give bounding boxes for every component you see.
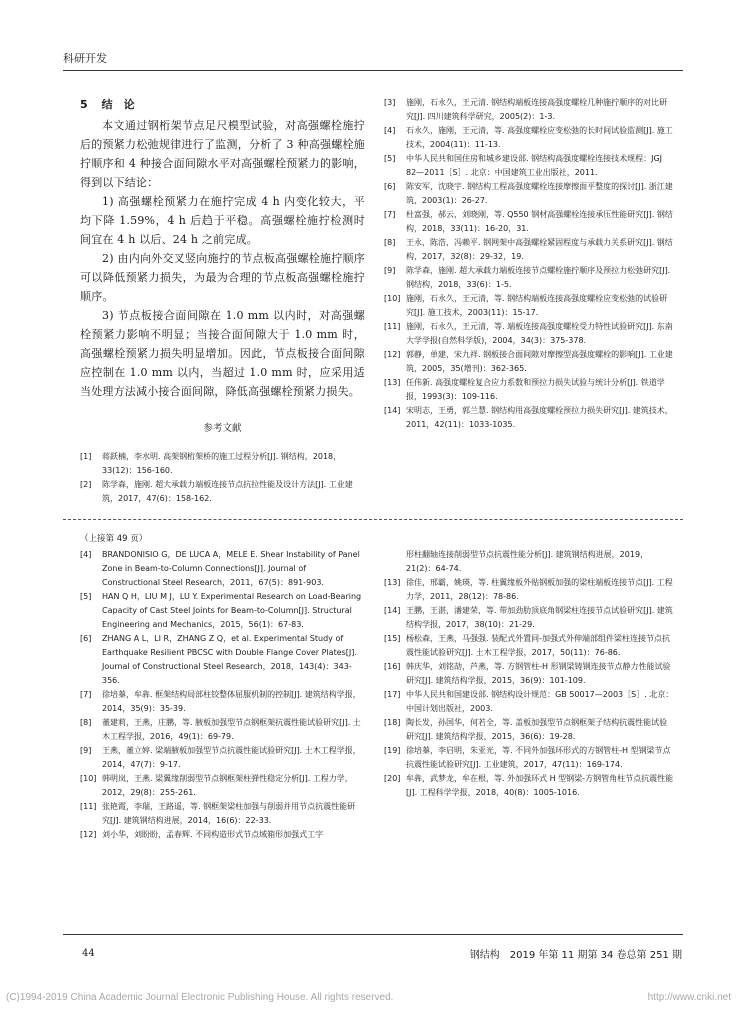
reference-number: [16]: [384, 662, 401, 671]
reference-number: [8]: [384, 238, 396, 247]
references-left: [80, 450, 362, 506]
conclusion-paragraph: 1) 高强螺栓预紧力在施拧完成 4 h 内变化较大，平均下降 1.59%，4 h 后趋于平稳。高强螺栓施拧检测时间宜在 4 h 以后、24 h 之前完成。: [80, 195, 365, 246]
reference-item: [80, 744, 362, 772]
reference-item: [80, 450, 362, 478]
conclusion-body: [80, 116, 365, 401]
reference-number: [11]: [384, 322, 401, 331]
reference-number: [10]: [384, 294, 401, 303]
reference-text: 石永久，施刚，王元清，等. 高强度螺栓应变松弛的长时间试验监测[J]. 施工技术，2004(11)：11-13.: [406, 126, 673, 149]
url-watermark: http://www.cnki.net: [647, 992, 731, 1003]
reference-item: [384, 96, 674, 124]
reference-number: [14]: [384, 606, 401, 615]
reference-item: [384, 376, 674, 404]
reference-text: 徐培蓁，李启明，朱亚光，等. 不同外加强环形式的方钢管柱-H 型钢梁节点抗震性能试验研究[J]. 工业建筑，2017，47(11)：169-174.: [406, 746, 671, 769]
reference-item: [384, 632, 674, 660]
reference-number: [1]: [80, 452, 92, 461]
reference-item: [80, 716, 362, 744]
reference-item: [384, 716, 674, 744]
reference-item: [80, 800, 362, 828]
reference-item: [384, 404, 674, 432]
reference-text: 刘小华，刘盼盼，孟春辉. 不同构造形式节点域箱形加强式工字: [102, 830, 324, 839]
reference-item: [384, 236, 674, 264]
reference-text: HAN Q H，LIU M J，LU Y. Experimental Research on Load-Bearing Capacity of Cast Steel Joints for Beam-to-Column[J]. Structural Engineering and Mechanics，2015，56(1)：67-83.: [102, 592, 362, 629]
reference-number: [20]: [384, 774, 401, 783]
reference-item: [80, 478, 362, 506]
reference-item: [384, 688, 674, 716]
continued-references-right: [384, 548, 674, 800]
reference-number: [18]: [384, 718, 401, 727]
reference-item: [384, 264, 674, 292]
reference-item: [80, 828, 362, 842]
section-tag: 科研开发: [63, 52, 107, 65]
journal-info: 钢结构 2019 年第 11 期第 34 卷总第 251 期: [469, 950, 682, 961]
reference-item: [384, 152, 674, 180]
reference-text: 蒋跃楠，李水明. 高架钢桁架桥的施工过程分析[J]. 钢结构，2018，33(12)：156-160.: [102, 452, 342, 475]
reference-number: [12]: [384, 350, 401, 359]
reference-text: 陈学森，施刚. 超大承载力端板连接节点螺栓施拧顺序及预拉力松弛研究[J]. 钢结构，2018，33(6)：1-5.: [406, 266, 671, 289]
reference-text: BRANDONISIO G，DE LUCA A，MELE E. Shear Instability of Panel Zone in Beam-to-Column Connections[J]. Journal of Constructional Steel Research，2011，67(5)：891-903.: [102, 550, 360, 587]
reference-item: [80, 772, 362, 800]
references-heading: 参考文献: [203, 423, 242, 434]
reference-text: 王鹏，王湛，潘建荣，等. 带加劲肋顶底角钢梁柱连接节点试验研究[J]. 建筑结构学报，2017，38(10)：21-29.: [406, 606, 673, 629]
reference-number: [4]: [384, 126, 396, 135]
reference-text: ZHANG A L，LI R，ZHANG Z Q，et al. Experimental Study of Earthquake Resilient PBCSC with Double Flange Cover Plates[J]. Journal of Constructional Steel Research，2018，143(4)：343-356.: [102, 634, 357, 685]
reference-number: [7]: [384, 210, 396, 219]
reference-text: 郭静，单建，宋九祥. 钢板接合面间隙对摩擦型高强度螺栓的影响[J]. 工业建筑，2005，35(增刊)：362-365.: [406, 350, 673, 373]
header-rule: [63, 70, 683, 71]
conclusion-paragraph: 2) 由内向外交叉竖向施拧的节点板高强螺栓施拧顺序可以降低预紧力损失，为最为合理的节点板高强螺栓施拧顺序。: [80, 252, 365, 303]
reference-number: [9]: [384, 266, 396, 275]
reference-number: [15]: [384, 634, 401, 643]
reference-number: [19]: [384, 746, 401, 755]
reference-number: [13]: [384, 378, 401, 387]
reference-item: [80, 590, 362, 632]
page-number: 44: [82, 948, 95, 959]
reference-item: [384, 772, 674, 800]
section-title: 结 论: [101, 98, 135, 111]
reference-text: 施刚，石永久，王元清，等. 端板连接高强度螺栓受力特性试验研究[J]. 东南大学学报(自然科学版)，2004，34(3)：375-378.: [406, 322, 673, 345]
reference-text: 中华人民共和国住房和城乡建设部. 钢结构高强度螺栓连接技术规程：JGJ 82—2011［S］. 北京：中国建筑工业出版社，2011.: [406, 154, 663, 177]
reference-item: [384, 744, 674, 772]
reference-text: 施刚，石永久，王元清. 钢结构端板连接高强度螺栓几种施拧顺序的对比研究[J]. 四川建筑科学研究，2005(2)：1-3.: [406, 98, 668, 121]
reference-item: [384, 604, 674, 632]
copyright-watermark: (C)1994-2019 China Academic Journal Electronic Publishing House. All rights reserved.: [6, 992, 394, 1003]
reference-text: 宋明志，王勇，郭兰慧. 钢结构用高强度螺栓预拉力损失研究[J]. 建筑技术，2011，42(11)：1033-1035.: [406, 406, 673, 429]
reference-number: [3]: [384, 98, 396, 107]
reference-text: 徐培蓁，牟犇. 框架结构局部柱铰整体屈服机制的控制[J]. 建筑结构学报，2014，35(9)：35-39.: [102, 690, 361, 713]
reference-text: 杜富强，郝云，刘晓刚，等. Q550 钢材高强螺栓连接承压性能研究[J]. 钢结构，2018，33(11)：16-20，31.: [406, 210, 673, 233]
reference-text: 形柱翻轴连接削弱型节点抗震性能分析[J]. 建筑钢结构进展，2019，21(2)：64-74.: [406, 550, 649, 573]
reference-text: 牟犇，武梦龙，牟在根，等. 外加强环式 H 型钢梁-方钢管角柱节点抗震性能[J]. 工程科学学报，2018，40(8)：1005-1016.: [406, 774, 674, 797]
conclusion-heading: [80, 96, 149, 112]
reference-number: [4]: [80, 550, 92, 559]
reference-item: [80, 548, 362, 590]
reference-number: [7]: [80, 690, 92, 699]
reference-number: [8]: [80, 718, 92, 727]
reference-text: 任伟新. 高强度螺栓复合应力系数和预拉力损失试验与统计分析[J]. 铁道学报，1993(3)：109-116.: [406, 378, 665, 401]
reference-item: [384, 180, 674, 208]
reference-item: [80, 688, 362, 716]
references-right: [384, 96, 674, 432]
conclusion-paragraph: 本文通过钢桁架节点足尺模型试验，对高强螺栓施拧后的预紧力松弛规律进行了监测，分析了 3 种高强螺栓施拧顺序和 4 种接合面间隙水平对高强螺栓预紧力的影响，得到以下结论：: [80, 119, 365, 189]
reference-number: [6]: [80, 634, 92, 643]
continuation-heading: （上接第 49 页）: [80, 534, 148, 544]
reference-text: 王燕，董立婷. 梁端腋板加强型节点抗震性能试验研究[J]. 土木工程学报，2014，47(7)：9-17.: [102, 746, 361, 769]
reference-text: 徐佳，邢霸，姚瑛，等. 柱翼缘板外贴钢板加强的梁柱端板连接节点[J]. 工程力学，2011，28(12)：78-86.: [406, 578, 673, 601]
reference-number: [5]: [80, 592, 92, 601]
reference-text: 施刚，石永久，王元清，等. 钢结构端板连接高强度螺栓应变松弛的试验研究[J]. 施工技术，2003(11)：15-17.: [406, 294, 668, 317]
reference-number: [13]: [384, 578, 401, 587]
reference-number: [5]: [384, 154, 396, 163]
reference-number: [14]: [384, 406, 401, 415]
reference-text: 陈学森，施刚. 超大承载力端板连接节点抗拉性能及设计方法[J]. 工业建筑，2017，47(6)：158-162.: [102, 480, 353, 503]
reference-number: [11]: [80, 802, 97, 811]
reference-text: 韩明岚，王燕. 梁翼缘削弱型节点钢框架柱弹性稳定分析[J]. 工程力学，2012，29(8)：255-261.: [102, 774, 353, 797]
reference-item: [384, 576, 674, 604]
reference-number: [9]: [80, 746, 92, 755]
reference-text: 王永，陈浩，冯赖平. 钢网架中高强螺栓紧固程度与承载力关系研究[J]. 钢结构，2017，32(8)：29-32，19.: [406, 238, 673, 261]
reference-number: [2]: [80, 480, 92, 489]
reference-text: 中华人民共和国建设部. 钢结构设计规范：GB 50017—2003［S］. 北京：中国计划出版社，2003.: [406, 690, 674, 713]
conclusion-paragraph: 3) 节点板接合面间隙在 1.0 mm 以内时，对高强螺栓预紧力影响不明显；当接合面间隙大于 1.0 mm 时，高强螺栓预紧力损失明显增加。因此，节点板接合面间隙应控制在 1.0 mm 以内，当超过 1.0 mm 时，应采用适当处理方法减小接合面间隙，降低高强螺栓预紧力损失。: [80, 309, 365, 398]
reference-text: 陶长发，孙国华，何若全，等. 盖板加强型节点钢框架子结构抗震性能试验研究[J]. 建筑结构学报，2015，36(6)：19-28.: [406, 718, 668, 741]
reference-text: 董建莉，王燕，庄鹏，等. 腋板加强型节点钢框架抗震性能试验研究[J]. 土木工程学报，2016，49(1)：69-79.: [102, 718, 361, 741]
reference-item: [384, 124, 674, 152]
continued-references-left: [80, 548, 362, 842]
section-number: 5: [80, 98, 88, 111]
reference-item: [384, 548, 674, 576]
reference-number: [10]: [80, 774, 97, 783]
reference-item: [80, 632, 362, 688]
reference-number: [6]: [384, 182, 396, 191]
reference-item: [384, 208, 674, 236]
reference-number: [17]: [384, 690, 401, 699]
reference-text: 杨松森，王燕，马强强. 装配式外置同-加强式外伸端部组件梁柱连接节点抗震性能试验研究[J]. 土木工程学报，2017，50(11)：76-86.: [406, 634, 670, 657]
reference-item: [384, 348, 674, 376]
reference-item: [384, 660, 674, 688]
reference-number: [12]: [80, 830, 97, 839]
reference-item: [384, 320, 674, 348]
dashed-divider: [63, 519, 683, 520]
reference-text: 韩庆华，刘铭劼，芦燕，等. 方钢管柱-H 形钢梁铸钢连接节点静力性能试验研究[J]. 建筑结构学报，2015，36(9)：101-109.: [406, 662, 671, 685]
reference-text: 陈安军，沈晓宇. 钢结构工程高强度螺栓连接摩擦面平整度的探讨[J]. 浙江建筑，2003(1)：26-27.: [406, 182, 673, 205]
footer-rule: [63, 934, 683, 935]
reference-text: 张艳霞，李瑞，王路遥，等. 钢框架梁柱加强与削弱并用节点抗震性能研究[J]. 建筑钢结构进展，2014，16(6)：22-33.: [102, 802, 356, 825]
reference-item: [384, 292, 674, 320]
